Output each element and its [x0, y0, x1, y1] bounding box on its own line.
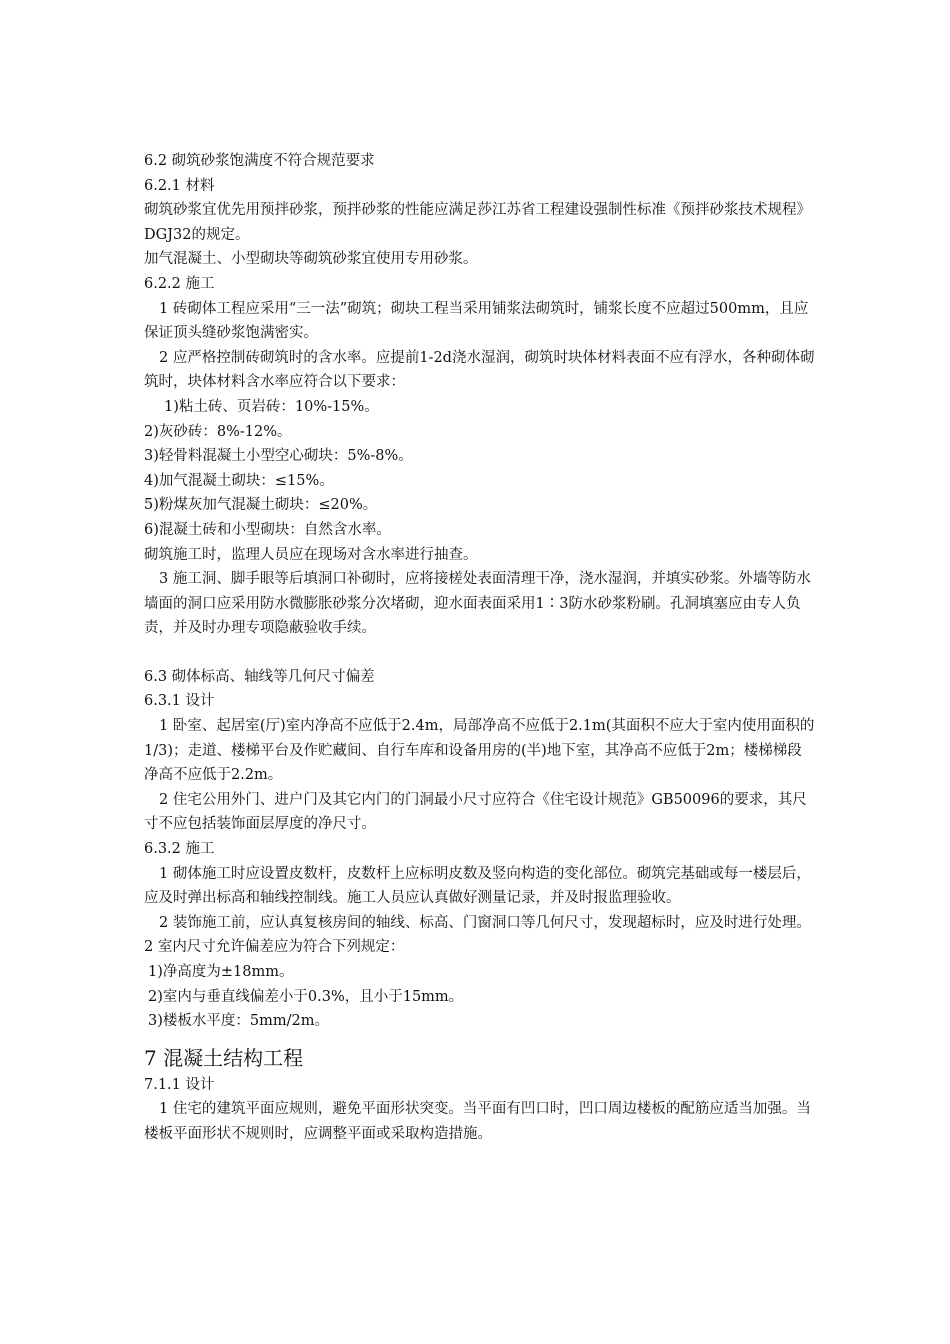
chapter-7-heading: 7 混凝土结构工程 [144, 1045, 304, 1070]
section-6-2-2-heading: 6.2.2 施工 [144, 275, 215, 292]
clause-2: 2 住宅公用外门、进户门及其它内门的门洞最小尺寸应符合《住宅设计规范》GB50096的要求，其尺寸不应包括装饰面层厚度的净尺寸。 [144, 791, 807, 833]
list-item: 5)粉煤灰加气混凝土砌块：≤20%。 [144, 497, 378, 514]
section-6-3-2-heading: 6.3.2 施工 [144, 841, 215, 858]
paragraph: 2 室内尺寸允许偏差应为符合下列规定： [144, 939, 405, 956]
clause-1: 1 住宅的建筑平面应规则，避免平面形状突变。当平面有凹口时，凹口周边楼板的配筋应适当加强。当楼板平面形状不规则时，应调整平面或采取构造措施。 [144, 1101, 811, 1142]
list-item: 1)粘土砖、页岩砖：10%-15%。 [164, 398, 379, 415]
list-item: 6)混凝土砖和小型砌块：自然含水率。 [144, 521, 391, 538]
clause-1: 1 卧室、起居室(厅)室内净高不应低于2.4m，局部净高不应低于2.1m(其面积不应大于室内使用面积的1/3)；走道、楼梯平台及作贮藏间、自行车库和设备用房的(半)地下室，其净高不应低于2m；楼梯梯段净高不应低于2.2m。 [144, 718, 815, 784]
section-6-3-1-heading: 6.3.1 设计 [144, 693, 215, 710]
list-item: 4)加气混凝土砌块：≤15%。 [144, 472, 334, 489]
clause-2: 2 装饰施工前，应认真复核房间的轴线、标高、门窗洞口等几何尺寸，发现超标时，应及时进行处理。 [159, 914, 811, 931]
paragraph: 砌筑砂浆宜优先用预拌砂浆，预拌砂浆的性能应满足莎江苏省工程建设强制性标准《预拌砂浆技术规程》DGJ32的规定。 [144, 202, 811, 243]
list-item: 3)楼板水平度：5mm/2m。 [148, 1013, 329, 1030]
section-6-2-heading: 6.2 砌筑砂浆饱满度不符合规范要求 [144, 153, 375, 169]
section-6-3-heading: 6.3 砌体标高、轴线等几何尺寸偏差 [144, 668, 375, 685]
paragraph: 加气混凝土、小型砌块等砌筑砂浆宜使用专用砂浆。 [144, 251, 478, 268]
list-item: 3)轻骨料混凝土小型空心砌块：5%-8%。 [144, 448, 413, 465]
clause-1: 1 砖砌体工程应采用“三一法”砌筑；砌块工程当采用铺浆法砌筑时，铺浆长度不应超过500mm，且应保证顶头缝砂浆饱满密实。 [144, 300, 809, 342]
section-6-2-1-heading: 6.2.1 材料 [144, 177, 215, 194]
document-page [144, 149, 816, 1147]
list-item: 2)灰砂砖：8%-12%。 [144, 423, 292, 440]
clause-1: 1 砌体施工时应设置皮数杆，皮数杆上应标明皮数及竖向构造的变化部位。砌筑完基础或每一楼层后，应及时弹出标高和轴线控制线。施工人员应认真做好测量记录，并及时报监理验收。 [144, 865, 811, 907]
paragraph: 砌筑施工时，监理人员应在现场对含水率进行抽查。 [144, 546, 478, 563]
list-item: 1)净高度为±18mm。 [148, 964, 294, 980]
section-7-1-1-heading: 7.1.1 设计 [144, 1076, 215, 1093]
clause-3: 3 施工洞、脚手眼等后填洞口补砌时，应将接槎处表面清理干净，浇水湿润，并填实砂浆。外墙等防水墙面的洞口应采用防水微膨胀砂浆分次堵砌，迎水面表面采用1∶3防水砂浆粉刷。孔洞填塞应由专人负责，并及时办理专项隐蔽验收手续。 [144, 571, 811, 637]
clause-2: 2 应严格控制砖砌筑时的含水率。应提前1-2d浇水湿润，砌筑时块体材料表面不应有浮水，各种砌体砌筑时，块体材料含水率应符合以下要求： [144, 349, 815, 391]
list-item: 2)室内与垂直线偏差小于0.3%，且小于15mm。 [148, 988, 464, 1005]
blank-line [144, 641, 816, 665]
